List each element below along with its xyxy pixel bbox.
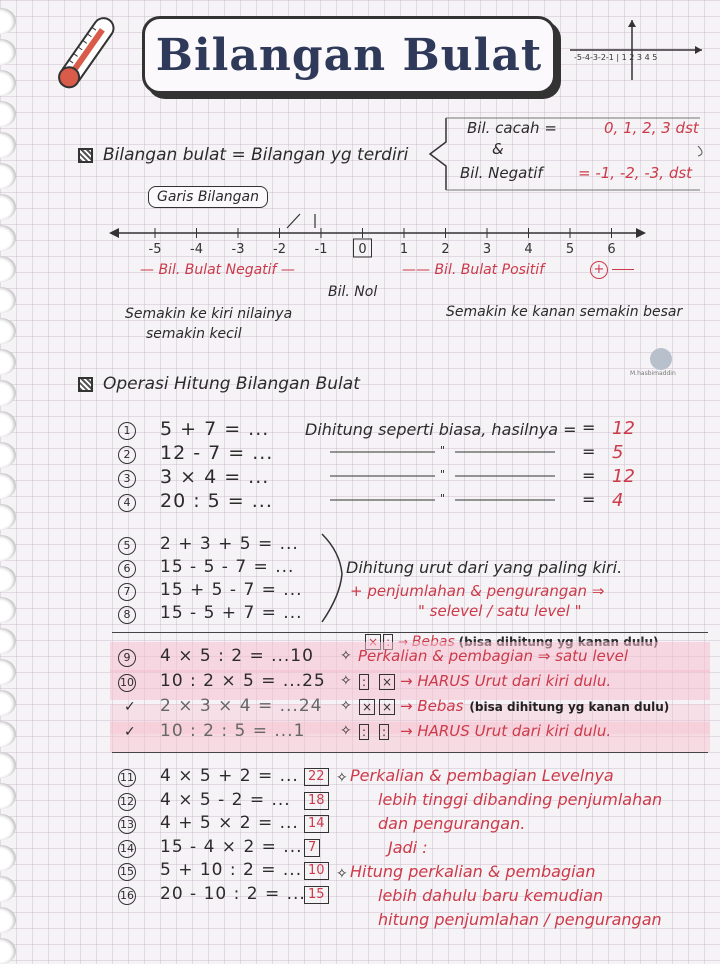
plus-sign: + [593, 262, 605, 277]
binder-hole [0, 876, 16, 902]
equation: 12 - 7 = ... [160, 442, 274, 464]
number-line-tick-label: -5 [148, 242, 162, 257]
rule-note-bold: (bisa dihitung yg kanan dulu) [469, 700, 670, 714]
ditto-mark-2: " [440, 468, 446, 481]
binder-hole [0, 101, 16, 127]
divide-box-icon: : [359, 724, 369, 740]
step-number: 8 [118, 606, 136, 624]
binder-hole [0, 380, 16, 406]
answer: 12 [612, 418, 635, 439]
step-number: 11 [118, 769, 136, 787]
equals-sign: = [582, 466, 596, 485]
binder-hole [0, 690, 16, 716]
binder-hole [0, 318, 16, 344]
binder-hole [0, 535, 16, 561]
garis-bilangan-callout [148, 186, 268, 208]
step-number: 13 [118, 816, 136, 834]
equation: 10 : 2 : 5 = ...1 [160, 721, 306, 741]
binder-hole [0, 814, 16, 840]
binder-hole [0, 566, 16, 592]
binder-hole [0, 287, 16, 313]
answer: 5 [612, 442, 624, 463]
equation: 20 - 10 : 2 = ... [160, 883, 306, 904]
note-line: dan pengurangan. [378, 814, 526, 833]
group2-note-1: Dihitung urut dari yang paling kiri. [346, 558, 623, 577]
group2-note-3: " selevel / satu level " [418, 602, 582, 620]
mini-number-line-icon [566, 18, 706, 82]
binder-hole [0, 163, 16, 189]
binder-hole [0, 659, 16, 685]
equation: 5 + 7 = ... [160, 418, 270, 440]
operasi-heading-text: Operasi Hitung Bilangan Bulat [103, 374, 360, 394]
number-line-tick-label: 0 [358, 242, 367, 257]
equation: 3 × 4 = ... [160, 466, 270, 488]
step-number: 7 [118, 583, 136, 601]
answer-box: 10 [304, 862, 329, 880]
star-icon: ✧ [340, 673, 352, 689]
divide-box-icon: : [379, 724, 389, 740]
title-text: Bilangan Bulat [155, 29, 543, 81]
binder-hole [0, 504, 16, 530]
note-line: lebih tinggi dibanding penjumlahan [378, 790, 663, 809]
number-line-tick-label: -2 [273, 242, 286, 257]
equation: 15 + 5 - 7 = ... [160, 580, 303, 600]
equation: 5 + 10 : 2 = ... [160, 860, 303, 880]
equation: 15 - 5 - 7 = ... [160, 557, 295, 577]
binder-hole [0, 752, 16, 778]
step-number: 3 [118, 470, 136, 488]
step-number: 2 [118, 446, 136, 464]
cacah-value: 0, 1, 2, 3 dst [604, 119, 699, 137]
rule-note: → Bebas (bisa dihitung yg kanan dulu) [400, 697, 670, 715]
binder-hole [0, 349, 16, 375]
star-icon: ✧ [340, 648, 352, 664]
answer-box: 15 [304, 886, 329, 904]
group2-note-2: + penjumlahan & pengurangan ⇒ [350, 582, 605, 600]
group1-note: Dihitung seperti biasa, hasilnya = [305, 420, 577, 439]
group2-brace [318, 532, 348, 624]
equation: 15 - 5 + 7 = ... [160, 603, 303, 623]
binder-hole [0, 938, 16, 964]
rule-note: Perkalian & pembagian ⇒ satu level [358, 647, 628, 665]
equals-sign: = [582, 442, 596, 461]
binder-holes [0, 0, 30, 960]
definition-line [78, 145, 408, 165]
step-number: 6 [118, 560, 136, 578]
divide-box-icon: : [359, 674, 369, 690]
binder-hole [0, 411, 16, 437]
thermometer-icon [52, 10, 116, 102]
answer-box: 18 [304, 792, 329, 810]
answer-box: 14 [304, 815, 329, 833]
negatif-value: = -1, -2, -3, dst [578, 164, 693, 182]
answer-box: 22 [304, 768, 329, 786]
step-number: 5 [118, 537, 136, 555]
note-line: Hitung perkalian & pembagian [350, 862, 596, 881]
number-line-tick-label: 5 [565, 242, 575, 257]
binder-hole [0, 70, 16, 96]
binder-hole [0, 8, 16, 34]
equation: 2 × 3 × 4 = ...24 [160, 696, 323, 716]
nol-label: Bil. Nol [328, 284, 378, 300]
step-number: 16 [118, 887, 136, 905]
number-line-tick-label: 2 [441, 242, 450, 257]
binder-hole [0, 597, 16, 623]
note-line: Jadi : [388, 838, 428, 857]
binder-hole [0, 628, 16, 654]
check-icon: ✓ [124, 699, 136, 715]
times-box-icon: × [379, 699, 395, 715]
number-line-tick-label: 4 [524, 242, 533, 257]
cacah-label: Bil. cacah = [467, 119, 557, 137]
note-line: lebih dahulu baru kemudian [378, 886, 604, 905]
watermark-avatar [650, 348, 672, 370]
times-box-icon: × [359, 699, 375, 715]
binder-hole [0, 256, 16, 282]
number-line-tick-label: -3 [231, 242, 245, 257]
right-note: Semakin ke kanan semakin besar [446, 304, 683, 320]
times-box-icon: × [379, 674, 395, 690]
step-number: 14 [118, 840, 136, 858]
ditto-mark-1: " [440, 444, 446, 457]
check-icon: ✓ [124, 724, 136, 740]
answer: 12 [612, 466, 635, 487]
number-line [105, 208, 650, 258]
binder-hole [0, 721, 16, 747]
group4-notes [350, 764, 662, 932]
equation: 20 : 5 = ... [160, 490, 273, 512]
binder-hole [0, 783, 16, 809]
binder-hole [0, 473, 16, 499]
binder-hole [0, 907, 16, 933]
binder-hole [0, 442, 16, 468]
operasi-heading [78, 374, 360, 394]
positif-dash [612, 269, 634, 270]
step-number: 1 [118, 422, 136, 440]
left-note-1: Semakin ke kiri nilainya [125, 306, 293, 322]
equation: 4 × 5 : 2 = ...10 [160, 646, 314, 666]
note-line: Perkalian & pembagian Levelnya [350, 766, 614, 785]
answer-box: 7 [304, 839, 320, 857]
step-number: 12 [118, 793, 136, 811]
rule-note: → HARUS Urut dari kiri dulu. [400, 672, 612, 690]
plus-circle-icon [590, 261, 608, 279]
binder-hole [0, 845, 16, 871]
page-title [142, 16, 556, 94]
number-line-tick-label: -1 [314, 242, 328, 257]
binder-hole [0, 225, 16, 251]
ampersand: & [492, 140, 504, 158]
note-line: hitung penjumlahan / pengurangan [378, 910, 662, 929]
checkbox-icon [78, 148, 93, 163]
divider-2 [112, 752, 708, 753]
equation: 4 × 5 - 2 = ... [160, 789, 291, 810]
step-number: 15 [118, 863, 136, 881]
binder-hole [0, 194, 16, 220]
equation: 4 × 5 + 2 = ... [160, 766, 299, 786]
number-line-tick-label: -4 [190, 242, 203, 257]
checkbox-icon [78, 377, 93, 392]
positif-range-label: —— Bil. Bulat Positif [402, 262, 545, 278]
equation: 10 : 2 × 5 = ...25 [160, 671, 326, 691]
watermark-text: M.hasbimaddin [630, 370, 676, 377]
step-number: 10 [118, 674, 136, 692]
equation: 2 + 3 + 5 = ... [160, 534, 299, 554]
number-line-tick-label: 1 [399, 242, 409, 257]
equals-sign: = [582, 490, 596, 509]
equation: 4 + 5 × 2 = ... [160, 813, 299, 833]
star-icon: ✧ [336, 770, 348, 786]
left-note-2: semakin kecil [146, 326, 242, 342]
negatif-label: Bil. Negatif [460, 164, 543, 182]
ditto-mark-3: " [440, 492, 446, 505]
step-number: 9 [118, 649, 136, 667]
equation: 15 - 4 × 2 = ... [160, 836, 303, 857]
callout-text: Garis Bilangan [157, 189, 259, 205]
star-icon: ✧ [336, 866, 348, 882]
definition-text: Bilangan bulat = Bilangan yg terdiri [103, 145, 409, 165]
step-number: 4 [118, 494, 136, 512]
answer: 4 [612, 490, 624, 511]
binder-hole [0, 132, 16, 158]
equals-sign: = [582, 418, 596, 437]
binder-hole [0, 39, 16, 65]
mini-axis-labels: -5-4-3-2-1 | 1 2 3 4 5 [574, 53, 658, 62]
rule-note: → HARUS Urut dari kiri dulu. [400, 722, 612, 740]
number-line-tick-label: 6 [607, 242, 616, 257]
negatif-range-label: — Bil. Bulat Negatif — [140, 262, 295, 278]
divider-1 [112, 632, 708, 633]
number-line-tick-label: 3 [482, 242, 492, 257]
star-icon: ✧ [340, 698, 352, 714]
star-icon: ✧ [340, 723, 352, 739]
